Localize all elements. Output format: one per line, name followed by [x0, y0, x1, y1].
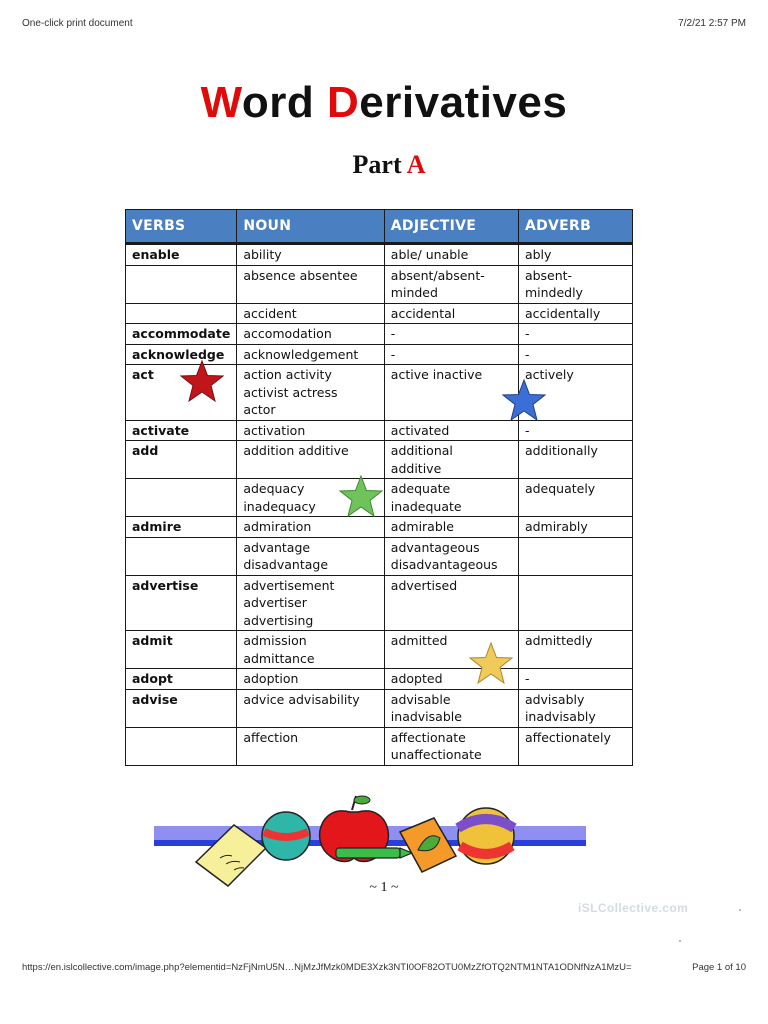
table-row [126, 244, 633, 266]
verb-cell [126, 303, 237, 324]
adjective-cell: - [384, 344, 518, 365]
noun-cell: acknowledgement [237, 344, 384, 365]
noun-cell: advertisement advertiser advertising [237, 575, 384, 631]
noun-cell: accident [237, 303, 384, 324]
ball-icon [262, 812, 310, 860]
adverb-cell: admirably [518, 517, 632, 538]
adverb-cell: affectionately [518, 727, 632, 765]
watermark-dot [739, 909, 741, 911]
noun-cell: accomodation [237, 324, 384, 345]
table-row [126, 303, 633, 324]
header-verbs: VERBS [126, 210, 237, 244]
noun-cell: admiration [237, 517, 384, 538]
table-row [126, 324, 633, 345]
noun-cell: adoption [237, 669, 384, 690]
noun-cell: affection [237, 727, 384, 765]
print-header [22, 18, 746, 29]
print-footer-page: Page 1 of 10 [692, 962, 746, 973]
adverb-cell: advisably inadvisably [518, 689, 632, 727]
adjective-cell: affectionate unaffectionate [384, 727, 518, 765]
verb-cell: admit [126, 631, 237, 669]
print-footer [22, 962, 746, 973]
adverb-cell: additionally [518, 441, 632, 479]
adverb-cell: absent- mindedly [518, 265, 632, 303]
adjective-cell: activated [384, 420, 518, 441]
noun-cell: addition additive [237, 441, 384, 479]
verb-cell [126, 727, 237, 765]
blue-star-icon [502, 379, 546, 421]
subtitle-text: Part [352, 150, 407, 179]
adverb-cell: ably [518, 244, 632, 266]
verb-cell [126, 265, 237, 303]
table-row [126, 420, 633, 441]
adjective-cell: admirable [384, 517, 518, 538]
adjective-cell: adopted [384, 669, 518, 690]
adverb-cell: - [518, 420, 632, 441]
table-row [126, 537, 633, 575]
adverb-cell: actively [518, 365, 632, 421]
noun-cell: admission admittance [237, 631, 384, 669]
verb-cell: add [126, 441, 237, 479]
verb-cell: enable [126, 244, 237, 266]
site-watermark: iSLCollective.com [578, 901, 689, 915]
verb-cell: adopt [126, 669, 237, 690]
noun-cell: advice advisability [237, 689, 384, 727]
yellow-star-icon [469, 642, 513, 684]
verb-cell: act [126, 365, 237, 421]
verb-cell [126, 537, 237, 575]
table-row [126, 265, 633, 303]
adjective-cell: additional additive [384, 441, 518, 479]
school-clipart-banner [150, 792, 590, 892]
adverb-cell [518, 575, 632, 631]
table-row [126, 727, 633, 765]
adjective-cell: advantageous disadvantageous [384, 537, 518, 575]
adverb-cell: adequately [518, 479, 632, 517]
verb-cell: acknowledge [126, 344, 237, 365]
table-row [126, 575, 633, 631]
adverb-cell: - [518, 344, 632, 365]
verb-cell: admire [126, 517, 237, 538]
noun-cell: ability [237, 244, 384, 266]
title-letter-w: W [200, 78, 242, 127]
adverb-cell: accidentally [518, 303, 632, 324]
noun-cell: adequacy inadequacy [237, 479, 384, 517]
table-row [126, 689, 633, 727]
noun-cell: activation [237, 420, 384, 441]
page-subtitle [0, 150, 768, 180]
adverb-cell: admittedly [518, 631, 632, 669]
green-star-icon [339, 475, 383, 517]
noun-cell: absence absentee [237, 265, 384, 303]
verb-cell: advertise [126, 575, 237, 631]
adjective-cell: absent/absent- minded [384, 265, 518, 303]
print-footer-url: https://en.islcollective.com/image.php?elementid=NzFjNmU5N…NjMzJfMzk0MDE3Xzk3NTI0OF82OTU0MzZfOTQ2NTM1NTA1ODNfNzA1MzU= [22, 962, 632, 973]
title-word-erivatives: erivatives [359, 78, 568, 127]
adjective-cell: admitted [384, 631, 518, 669]
watermark-dot-2 [679, 940, 681, 942]
noun-cell: advantage disadvantage [237, 537, 384, 575]
adjective-cell: advertised [384, 575, 518, 631]
adverb-cell: - [518, 669, 632, 690]
adverb-cell [518, 537, 632, 575]
adjective-cell: active inactive [384, 365, 518, 421]
adverb-cell: - [518, 324, 632, 345]
ball-icon-2 [458, 808, 514, 864]
table-row [126, 517, 633, 538]
title-word-ord: ord [241, 78, 327, 127]
table-row [126, 441, 633, 479]
header-adverb: ADVERB [518, 210, 632, 244]
adjective-cell: accidental [384, 303, 518, 324]
verb-cell [126, 479, 237, 517]
table-header-row [126, 210, 633, 244]
subtitle-letter: A [406, 150, 426, 179]
header-noun: NOUN [237, 210, 384, 244]
verb-cell: accommodate [126, 324, 237, 345]
table-row [126, 631, 633, 669]
noun-cell: action activity activist actress actor [237, 365, 384, 421]
header-adjective: ADJECTIVE [384, 210, 518, 244]
print-header-title: One-click print document [22, 18, 133, 29]
crayon-icon [336, 848, 412, 858]
verb-cell: activate [126, 420, 237, 441]
table-row [126, 669, 633, 690]
page-title [0, 78, 768, 128]
red-star-icon [180, 360, 224, 402]
adjective-cell: adequate inadequate [384, 479, 518, 517]
page-number: ~ 1 ~ [369, 880, 399, 895]
adjective-cell: - [384, 324, 518, 345]
verb-cell: advise [126, 689, 237, 727]
adjective-cell: advisable inadvisable [384, 689, 518, 727]
print-header-datetime: 7/2/21 2:57 PM [678, 18, 746, 29]
title-letter-d: D [327, 78, 360, 127]
adjective-cell: able/ unable [384, 244, 518, 266]
